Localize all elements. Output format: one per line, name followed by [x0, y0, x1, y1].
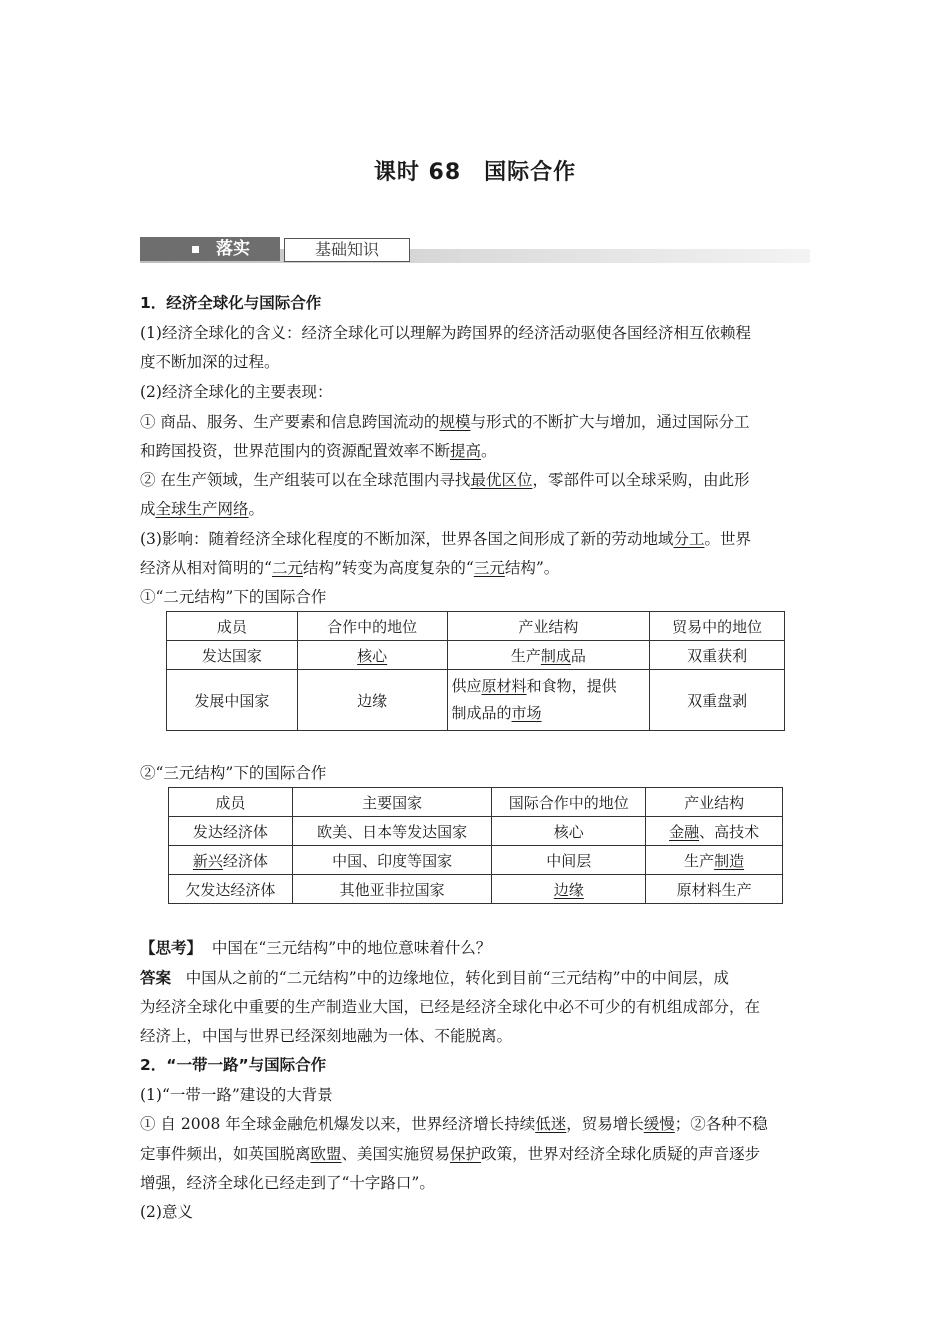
table-header: 贸易中的地位 — [650, 612, 785, 641]
answer-label: 答案 — [140, 969, 172, 987]
table-cell: 发展中国家 — [167, 670, 298, 731]
paragraph: 度不断加深的过程。 — [140, 353, 280, 371]
table-header: 合作中的地位 — [297, 612, 447, 641]
table-header-row — [167, 612, 785, 641]
blank-answer: 原材料 — [481, 677, 527, 695]
banner-dark-tab — [140, 237, 280, 261]
paragraph: ① 自 2008 年全球金融危机爆发以来，世界经济增长持续低迷，贸易增长缓慢；②各种不稳 — [140, 1115, 768, 1133]
table-header: 国际合作中的地位 — [492, 788, 646, 817]
table-cell: 中间层 — [492, 846, 646, 875]
table-cell: 生产制造 — [646, 846, 783, 875]
paragraph: 定事件频出，如英国脱离欧盟、美国实施贸易保护政策，世界对经济全球化质疑的声音逐步 — [140, 1145, 761, 1163]
table-cell: 欠发达经济体 — [169, 875, 293, 904]
blank-answer: 二元 — [271, 559, 303, 577]
table-caption: ②“三元结构”下的国际合作 — [140, 764, 327, 782]
square-bullet-icon — [192, 246, 199, 253]
blank-answer: 金融 — [669, 822, 700, 841]
table-row — [167, 641, 785, 670]
paragraph: 经济从相对简明的“二元结构”转变为高度复杂的“三元结构”。 — [140, 559, 560, 577]
blank-answer: 提高 — [450, 442, 482, 460]
table-header: 产业结构 — [447, 612, 650, 641]
blank-answer: 边缘 — [553, 880, 584, 899]
blank-answer: 保护 — [450, 1145, 482, 1163]
triple-structure-table — [168, 787, 783, 904]
table-cell — [492, 875, 646, 904]
blank-answer: 新兴 — [192, 851, 223, 870]
blank-answer: 三元 — [473, 559, 505, 577]
table-cell: 双重获利 — [650, 641, 785, 670]
paragraph: 增强，经济全球化已经走到了“十字路口”。 — [140, 1174, 435, 1192]
table-cell: 边缘 — [297, 670, 447, 731]
paragraph: (2)意义 — [140, 1203, 193, 1221]
blank-answer: 最优区位 — [470, 471, 533, 489]
banner-dark-label: 落实 — [216, 239, 250, 259]
think-question: 【思考】 中国在“三元结构”中的地位意味着什么？ — [140, 939, 492, 957]
blank-answer: 市场 — [511, 704, 542, 722]
table-header: 产业结构 — [646, 788, 783, 817]
blank-answer: 制造 — [714, 851, 745, 870]
table-cell: 核心 — [492, 817, 646, 846]
blank-answer: 规模 — [439, 413, 471, 431]
table-cell: 发达经济体 — [169, 817, 293, 846]
banner-light-label: 基础知识 — [284, 238, 410, 262]
blank-answer: 制成 — [540, 646, 571, 665]
section-heading-2: 2．“一带一路”与国际合作 — [140, 1056, 327, 1074]
table-cell: 生产制成品 — [447, 641, 650, 670]
page-title: 课时 68 国际合作 — [373, 160, 577, 185]
table-row — [167, 670, 785, 731]
paragraph: ① 商品、服务、生产要素和信息跨国流动的规模与形式的不断扩大与增加，通过国际分工 — [140, 413, 750, 431]
table-cell: 欧美、日本等发达国家 — [292, 817, 492, 846]
paragraph: (1)经济全球化的含义：经济全球化可以理解为跨国界的经济活动驱使各国经济相互依赖程 — [140, 324, 751, 342]
answer-paragraph: 为经济全球化中重要的生产制造业大国，已经是经济全球化中必不可少的有机组成部分，在 — [140, 998, 761, 1016]
table-cell — [297, 641, 447, 670]
section-banner — [140, 237, 810, 265]
table-cell: 其他亚非拉国家 — [292, 875, 492, 904]
blank-answer: 缓慢 — [643, 1115, 675, 1133]
table-header: 成员 — [169, 788, 293, 817]
table-cell: 新兴经济体 — [169, 846, 293, 875]
section-heading-1: 1．经济全球化与国际合作 — [140, 294, 322, 312]
blank-answer: 分工 — [673, 530, 705, 548]
answer-paragraph: 答案 中国从之前的“二元结构”中的边缘地位，转化到目前“三元结构”中的中间层，成 — [140, 969, 729, 987]
table-header: 成员 — [167, 612, 298, 641]
blank-answer: 全球生产网络 — [155, 500, 249, 518]
table-caption: ①“二元结构”下的国际合作 — [140, 588, 327, 606]
paragraph: ② 在生产领域，生产组装可以在全球范围内寻找最优区位，零部件可以全球采购，由此形 — [140, 471, 750, 489]
paragraph: (1)“一带一路”建设的大背景 — [140, 1086, 333, 1104]
paragraph: 成全球生产网络。 — [140, 500, 265, 518]
blank-answer: 核心 — [357, 646, 388, 665]
blank-answer: 低迷 — [535, 1115, 567, 1133]
table-row — [169, 875, 783, 904]
dual-structure-table — [166, 611, 785, 731]
blank-answer: 欧盟 — [310, 1145, 342, 1163]
table-cell: 发达国家 — [167, 641, 298, 670]
table-cell: 中国、印度等国家 — [292, 846, 492, 875]
answer-paragraph: 经济上，中国与世界已经深刻地融为一体、不能脱离。 — [140, 1027, 513, 1045]
table-header-row — [169, 788, 783, 817]
paragraph: (2)经济全球化的主要表现： — [140, 383, 333, 401]
table-row — [169, 817, 783, 846]
table-cell: 供应原材料和食物，提供 制成品的市场 — [447, 670, 650, 731]
table-cell: 金融、高技术 — [646, 817, 783, 846]
table-row — [169, 846, 783, 875]
table-cell: 原材料生产 — [646, 875, 783, 904]
table-header: 主要国家 — [292, 788, 492, 817]
think-label: 【思考】 — [140, 939, 203, 957]
paragraph: 和跨国投资，世界范围内的资源配置效率不断提高。 — [140, 442, 497, 460]
table-cell: 双重盘剥 — [650, 670, 785, 731]
paragraph: (3)影响：随着经济全球化程度的不断加深，世界各国之间形成了新的劳动地域分工。世界 — [140, 530, 751, 548]
